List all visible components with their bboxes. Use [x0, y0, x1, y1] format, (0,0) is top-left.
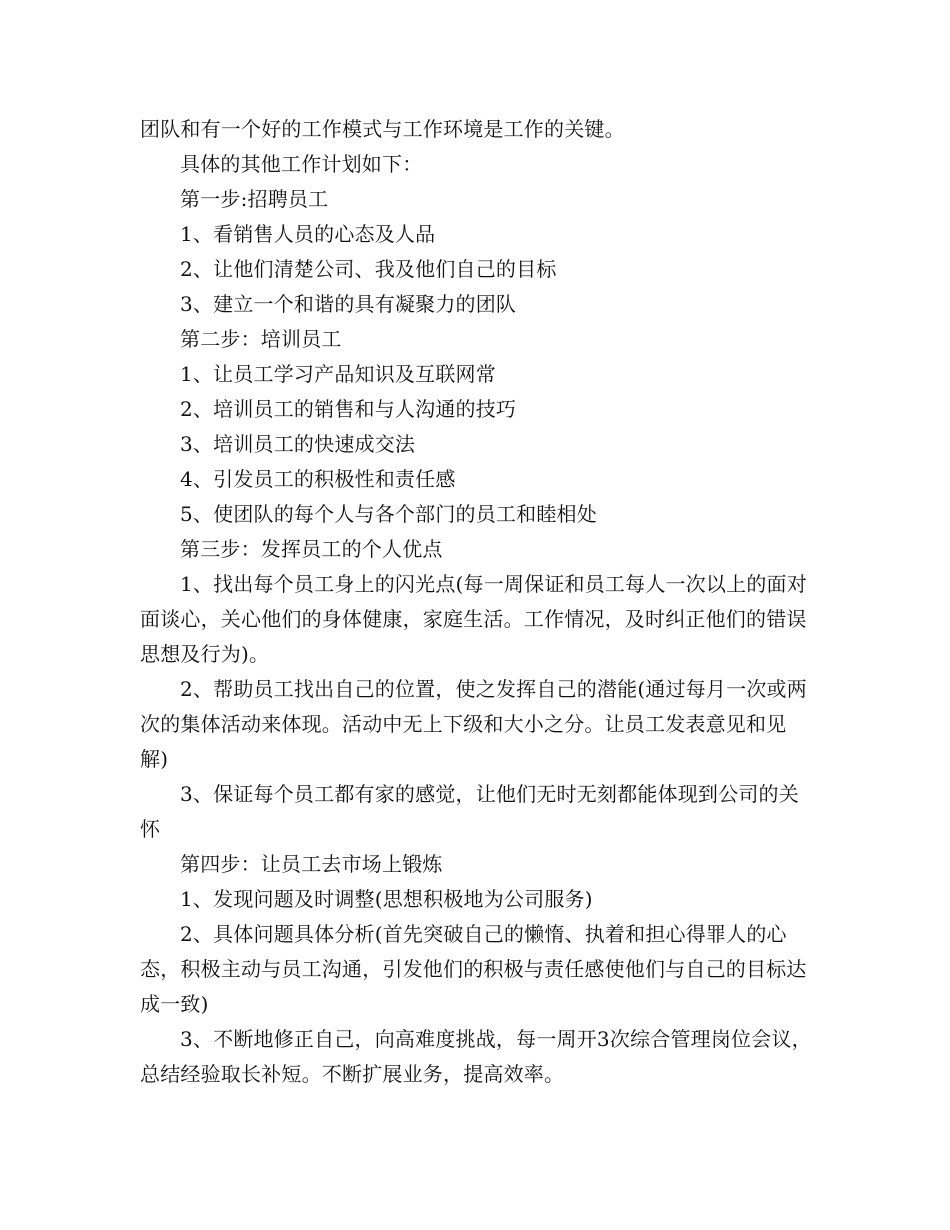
step-heading: 第四步：让员工去市场上锻炼: [180, 852, 443, 876]
list-item: 2、帮助员工找出自己的位置，使之发挥自己的潜能(通过每月一次或两次的集体活动来体现。活动中无上下级和大小之分。让员工发表意见和见解): [140, 677, 807, 771]
list-item: 2、培训员工的销售和与人沟通的技巧: [180, 397, 517, 421]
list-item: 2、让他们清楚公司、我及他们自己的目标: [180, 257, 557, 281]
list-item: 4、引发员工的积极性和责任感: [180, 467, 456, 491]
list-item: 1、发现问题及时调整(思想积极地为公司服务): [180, 887, 593, 911]
list-item: 5、使团队的每个人与各个部门的员工和睦相处: [180, 502, 597, 526]
list-item: 1、看销售人员的心态及人品: [180, 222, 436, 246]
step-heading: 第一步:招聘员工: [180, 187, 329, 211]
paragraph: 具体的其他工作计划如下：: [180, 152, 423, 176]
list-item: 3、不断地修正自己，向高难度挑战，每一周开3次综合管理岗位会议，总结经验取长补短。不断扩展业务，提高效率。: [140, 1027, 812, 1086]
list-item: 3、建立一个和谐的具有凝聚力的团队: [180, 292, 517, 316]
list-item: 1、让员工学习产品知识及互联网常: [180, 362, 496, 386]
list-item: 3、培训员工的快速成交法: [180, 432, 416, 456]
document-body: [140, 112, 814, 1092]
step-heading: 第三步：发挥员工的个人优点: [180, 537, 443, 561]
step-heading: 第二步：培训员工: [180, 327, 342, 351]
list-item: 2、具体问题具体分析(首先突破自己的懒惰、执着和担心得罪人的心态，积极主动与员工沟通，引发他们的积极与责任感使他们与自己的目标达成一致): [140, 922, 807, 1016]
list-item: 3、保证每个员工都有家的感觉，让他们无时无刻都能体现到公司的关怀: [140, 782, 799, 841]
paragraph: 团队和有一个好的工作模式与工作环境是工作的关键。: [140, 117, 625, 141]
list-item: 1、找出每个员工身上的闪光点(每一周保证和员工每人一次以上的面对面谈心，关心他们的身体健康，家庭生活。工作情况，及时纠正他们的错误思想及行为)。: [140, 572, 807, 666]
